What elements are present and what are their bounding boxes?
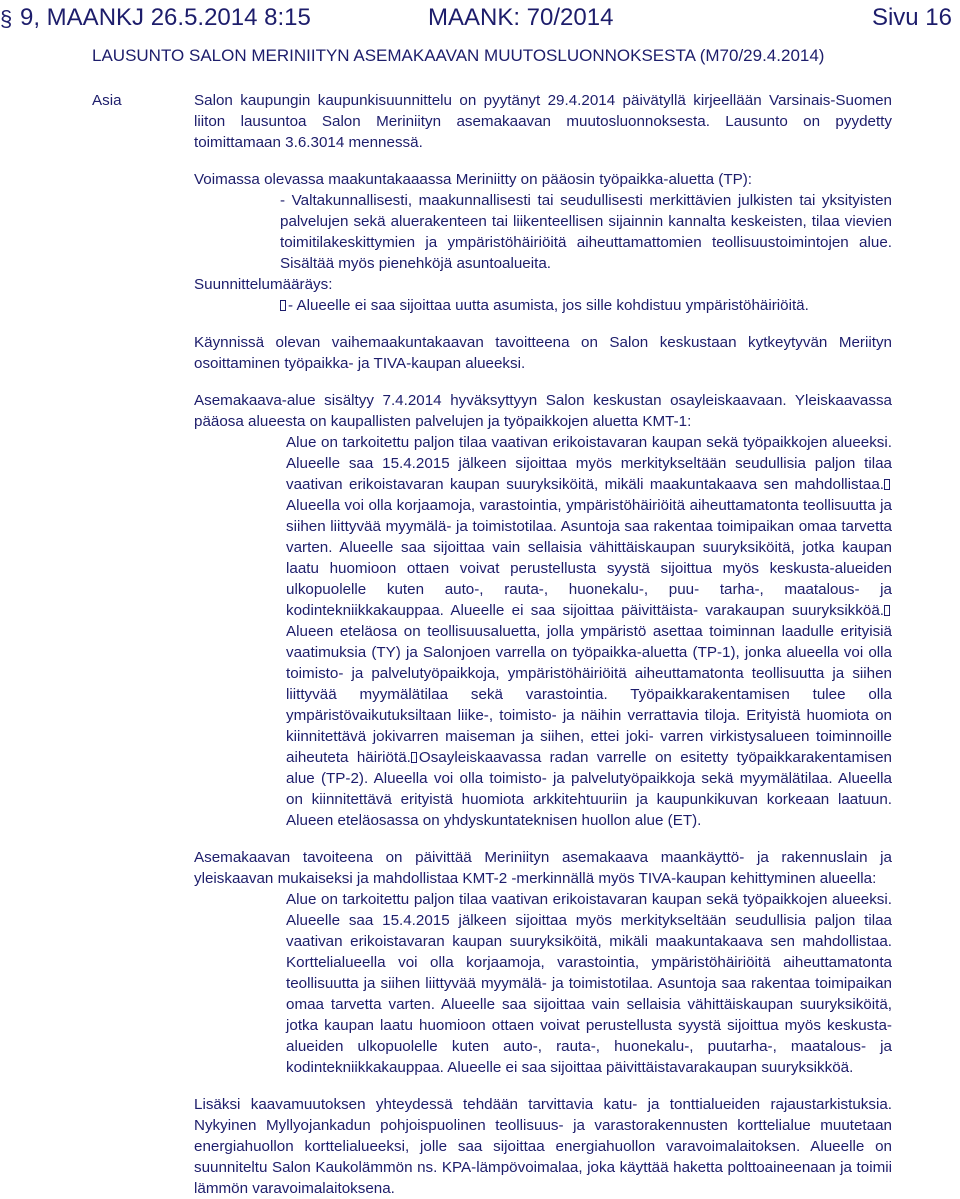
asemakaava-paragraph: Asemakaava-alue sisältyy 7.4.2014 hyväksyttyyn Salon keskustan osayleiskaavaan. Yleiskaavassa pääosa alueesta on kaupallisten palvelujen ja työpaikkojen aluetta KMT-1: bbox=[194, 392, 892, 430]
asia-content bbox=[194, 90, 892, 316]
bullet-box-icon bbox=[884, 605, 890, 616]
section-symbol: § bbox=[0, 6, 13, 31]
document-body bbox=[92, 90, 892, 1199]
kmt1-block: Alue on tarkoitettu paljon tilaa vaativan erikoistavaran kaupan sekä työpaikkojen alueeksi. Alueelle saa 15.4.2015 jälkeen sijoittaa myös merkitykseltään seudullisia paljon tilaa vaativan erikoistavaran kaupan suuryksiköitä, mikäli maakuntakaava sen mahdollistaa.Alueella voi olla korjaamoja, varastointia, ympäristöhäiriöitä aiheuttamatonta teollisuutta ja siihen liittyvää myymälä- ja toimistotilaa. Asuntoja saa rakentaa toimipaikan omaa tarvetta varten. Alueelle saa sijoittaa vain sellaisia vähittäiskaupan suuryksiköitä, jotka kaupan laatu huomioon ottaen voivat perustellusta syystä sijoittua myös keskusta-alueiden ulkopuolelle kuten auto-, rauta-, huonekalu-, puu- tarha-, maatalous- ja kodintekniikkakauppaa. Alueelle ei saa sijoittaa päivittäista- varakaupan suuryksikköä.Alueen eteläosa on teollisuusaluetta, jolla ympäristö asettaa toiminnan laadulle erityisiä vaatimuksia (TY) ja Salonjoen varrella on työpaikka-aluetta (TP-1), jonka alueella voi olla toimisto- ja palvelutyöpaikkoja, ympäristöhäiriöitä aiheuttamatonta teollisuutta ja siihen liittyvää myymälätilaa sekä varastointia. Työpaikkarakentamisen tulee olla ympäristövaikutuksiltaan liike-, toimisto- ja näihin verrattavia tiloja. Erityistä huomiota on kiinnitettävä jokivarren maiseman ja siihen, ettei joki- varren virkistysalueen toiminnoille aiheuteta häiriötä. Osayleiskaavassa radan varrelle on esitetty työpaikkarakentamisen alue (TP-2). Alueella voi olla toimisto- ja palvelutyöpaikkoja sekä myymälätilaa. Alueella on kiinnitettävä erityistä huomiota arkkitehtuuriin ja kaupunkikuvan korkeaan laatuun. Alueen eteläosassa on yhdyskuntateknisen huollon alue (ET). bbox=[286, 434, 892, 829]
asia-row bbox=[92, 90, 892, 316]
bullet-box-icon bbox=[280, 300, 286, 311]
voimassa-paragraph: Voimassa olevassa maakuntakaaassa Meriniitty on pääosin työpaikka-aluetta (TP): bbox=[194, 171, 752, 188]
bullet-box-icon bbox=[411, 752, 417, 763]
suunnittelu-item: - Alueelle ei saa sijoittaa uutta asumista, jos sille kohdistuu ympäristöhäiriöitä. bbox=[280, 295, 892, 316]
intro-paragraph: Salon kaupungin kaupunkisuunnittelu on pyytänyt 29.4.2014 päivätyllä kirjeellään Varsinais-Suomen liiton lausuntoa Salon Meriniityn asemakaavan muutosluonnoksesta. Lausunto on pyydetty toimittamaan 3.6.3014 mennessä. bbox=[194, 92, 892, 151]
kaynnissa-paragraph: Käynnissä olevan vaihemaakuntakaavan tavoitteena on Salon keskustaan kytkeytyvän Meriityn osoittaminen työpaikka- ja TIVA-kaupan alueeksi. bbox=[194, 334, 892, 372]
bullet-box-icon bbox=[884, 479, 890, 490]
asia-label: Asia bbox=[92, 92, 122, 109]
section-number: MAANK: 70/2014 bbox=[428, 4, 614, 31]
tavoite-paragraph: Asemakaavan tavoiteena on päivittää Meriniityn asemakaava maankäyttö- ja rakennuslain ja yleiskaavan mukaiseksi ja mahdollistaa KMT-2 -merkinnällä myös TIVA-kaupan kehittyminen alueella: bbox=[194, 849, 892, 887]
suunnittelu-heading: Suunnittelumääräys: bbox=[194, 276, 333, 293]
kmt2-block: Alue on tarkoitettu paljon tilaa vaativan erikoistavaran kaupan sekä työpaikkojen alueeksi. Alueelle saa 15.4.2015 jälkeen sijoittaa myös merkitykseltään seudullisia paljon tilaa vaativan erikoistavaran kaupan suuryksiköitä, mikäli maakuntakaava sen mahdollistaa. Korttelialueella voi olla korjaamoja, varastointia, ympäristöhäiriöitä aiheuttamatonta teollisuutta ja siihen liittyvää myymälä- ja toimistotilaa. Asuntoja saa rakentaa toimipaikan omaa tarvetta varten. Alueelle saa sijoittaa vain sellaisia vähittäiskaupan suuryksiköitä, jotka kaupan laatu huomioon ottaen voivat perustellusta syystä sijoittua myös keskusta-alueiden ulkopuolelle kuten auto-, rauta-, huonekalu-, puutarha-, maatalous- ja kodintekniikkakauppaa. Alueelle ei saa sijoittaa päivittäistavarakaupan suuryksikköä. bbox=[286, 891, 892, 1076]
page-header bbox=[0, 0, 960, 44]
lisaksi-paragraph: Lisäksi kaavamuutoksen yhteydessä tehdään tarvittavia katu- ja tonttialueiden rajaustarkistuksia. Nykyinen Myllyojankadun pohjoispuolinen teollisuus- ja varastorakennusten korttelialue muutetaan energiahuollon korttelialueeksi, jolle saa sijoittaa energiahuollon varavoimalaitoksen. Alueelle on suunniteltu Salon Kaukolämmön ns. KPA-lämpövoimalaa, joka käyttää haketta polttoaineenaan ja toimii lämmön varavoimalaitoksena. bbox=[194, 1096, 892, 1197]
document-title: LAUSUNTO SALON MERINIITYN ASEMAKAAVAN MUUTOSLUONNOKSESTA (M70/29.4.2014) bbox=[92, 46, 825, 65]
tp-description: - Valtakunnallisesti, maakunnallisesti tai seudullisesti merkittävien julkisten tai yksityisten palvelujen sekä aluerakenteen tai liikenteellisen sijainnin kannalta keskeisten, tilaa vievien toimitilakeskittymien ja ympäristöhäiriöitä aiheuttamattomien teollisuustoimintojen alue. Sisältää myös pienehköjä asuntoalueita. bbox=[280, 192, 892, 272]
page-number: Sivu 16 bbox=[871, 4, 952, 31]
meeting-info: 9, MAANKJ 26.5.2014 8:15 bbox=[20, 4, 311, 31]
